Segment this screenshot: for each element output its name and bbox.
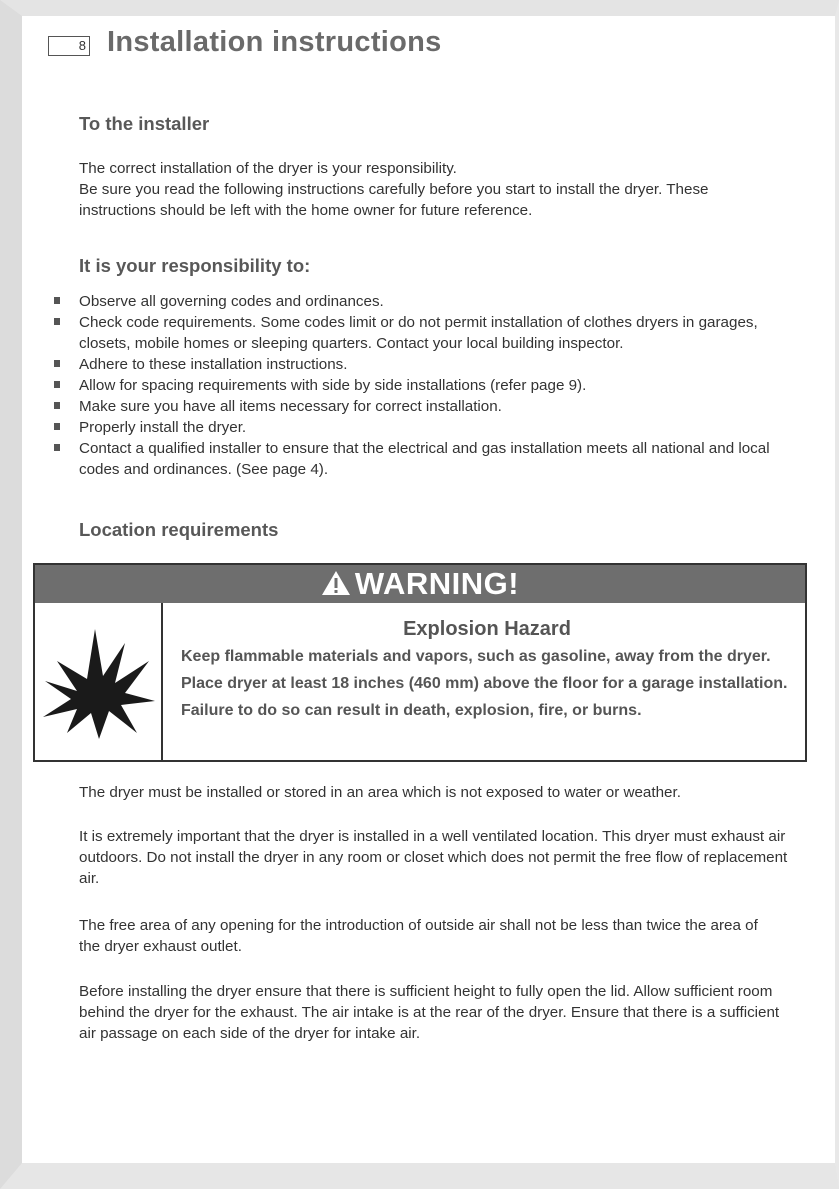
responsibility-list bbox=[54, 291, 799, 480]
list-item-text: Properly install the dryer. bbox=[79, 419, 247, 436]
list-item-text: Observe all governing codes and ordinances. bbox=[79, 293, 384, 310]
warning-box bbox=[33, 563, 807, 762]
location-paragraph: Before installing the dryer ensure that there is sufficient height to fully open the lid. Allow sufficient room behind the dryer for the exhaust. The air intake is at the rear of the dryer. Ensure that there is a sufficient air passage on each side of the dryer for intake air. bbox=[79, 983, 780, 1042]
list-item bbox=[54, 312, 799, 354]
bullet-icon bbox=[54, 444, 60, 451]
warning-line: Place dryer at least 18 inches (460 mm) above the floor for a garage installation. bbox=[181, 675, 788, 692]
bullet-icon bbox=[54, 360, 60, 367]
bullet-icon bbox=[54, 381, 60, 388]
list-item bbox=[54, 396, 799, 417]
list-item-text: Contact a qualified installer to ensure that the electrical and gas installation meets all national and local codes and ordinances. (See page 4). bbox=[79, 440, 770, 478]
installer-heading: To the installer bbox=[79, 113, 210, 134]
bullet-icon bbox=[54, 297, 60, 304]
list-item bbox=[54, 417, 799, 438]
location-heading: Location requirements bbox=[79, 519, 279, 540]
warning-triangle-icon bbox=[321, 570, 351, 596]
list-item bbox=[54, 291, 799, 312]
bullet-icon bbox=[54, 318, 60, 325]
page-title: Installation instructions bbox=[107, 26, 442, 58]
list-item bbox=[54, 375, 799, 396]
list-item-text: Adhere to these installation instructions. bbox=[79, 356, 348, 373]
list-item-text: Check code requirements. Some codes limit or do not permit installation of clothes dryers in garages, closets, mobile homes or sleeping quarters. Contact your local building inspector. bbox=[79, 314, 758, 352]
warning-line: Keep flammable materials and vapors, such as gasoline, away from the dryer. bbox=[181, 648, 771, 665]
bullet-icon bbox=[54, 402, 60, 409]
responsibility-heading: It is your responsibility to: bbox=[79, 255, 311, 276]
page-number-badge: 8 bbox=[48, 36, 90, 56]
warning-line: Failure to do so can result in death, explosion, fire, or burns. bbox=[181, 702, 642, 719]
bullet-icon bbox=[54, 423, 60, 430]
list-item bbox=[54, 354, 799, 375]
warning-banner-text: WARNING! bbox=[354, 566, 520, 601]
list-item-text: Allow for spacing requirements with side by side installations (refer page 9). bbox=[79, 377, 587, 394]
installer-line-2: Be sure you read the following instructions carefully before you start to install the dryer. These instructions should be left with the home owner for future reference. bbox=[79, 181, 709, 219]
warning-content bbox=[181, 619, 793, 727]
explosion-icon bbox=[37, 621, 159, 741]
list-item-text: Make sure you have all items necessary for correct installation. bbox=[79, 398, 502, 415]
warning-icon-cell bbox=[35, 603, 163, 760]
location-paragraph: The dryer must be installed or stored in an area which is not exposed to water or weather. bbox=[79, 784, 681, 801]
list-item bbox=[54, 438, 799, 480]
hazard-title: Explosion Hazard bbox=[403, 618, 571, 640]
location-paragraph: The free area of any opening for the introduction of outside air shall not be less than twice the area of the dryer exhaust outlet. bbox=[79, 917, 758, 955]
location-paragraph: It is extremely important that the dryer is installed in a well ventilated location. This dryer must exhaust air outdoors. Do not install the dryer in any room or closet which does not permit the free flow of replacement air. bbox=[79, 828, 788, 887]
warning-banner bbox=[35, 565, 805, 603]
installer-line-1: The correct installation of the dryer is your responsibility. bbox=[79, 160, 457, 177]
